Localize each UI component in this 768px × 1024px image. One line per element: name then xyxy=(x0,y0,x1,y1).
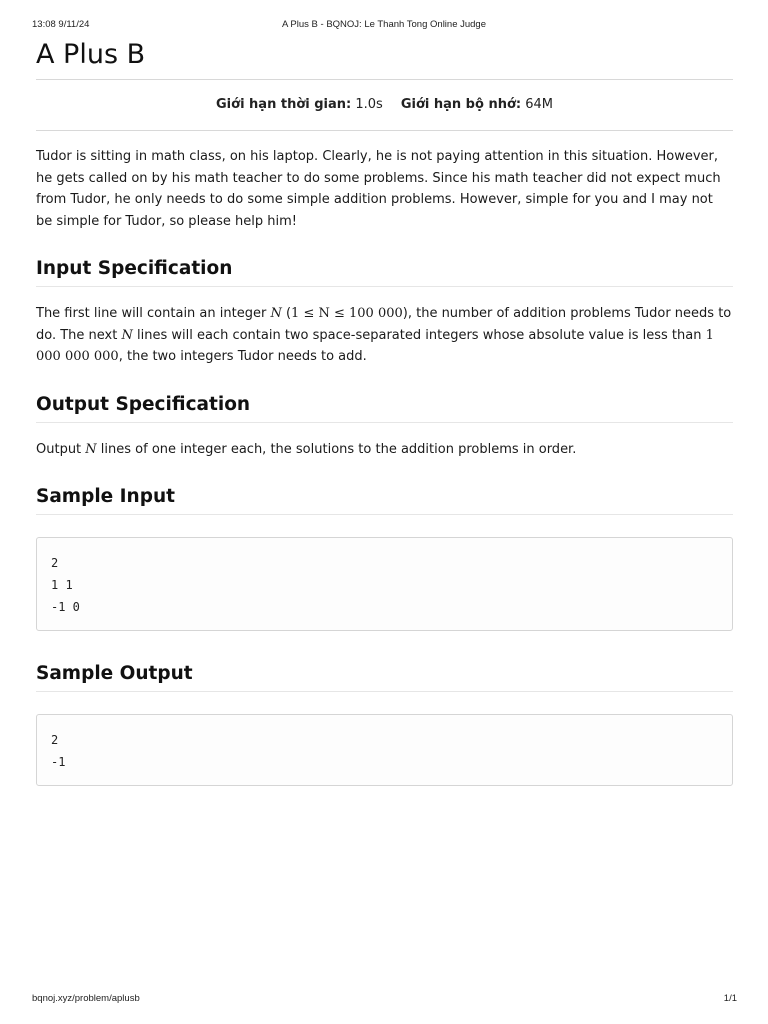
problem-content xyxy=(36,36,733,786)
sample-input-code[interactable]: 2 1 1 -1 0 xyxy=(36,537,733,631)
time-limit-label: Giới hạn thời gian: xyxy=(216,97,352,112)
sample-output-code[interactable]: 2 -1 xyxy=(36,714,733,786)
divider xyxy=(36,514,733,515)
memory-limit-value: 64M xyxy=(525,97,553,112)
problem-statement: Tudor is sitting in math class, on his laptop. Clearly, he is not paying attention in this situation. However, he gets called on by his math teacher to do some problems. Since his math teacher did not expect much from Tudor, he only needs to do some simple addition problems. However, simple for you and I may not be simple for Tudor, so please help him! xyxy=(36,149,721,229)
math-var-n: N xyxy=(121,327,133,343)
math-range: 1 ≤ N ≤ 100 000 xyxy=(291,306,403,321)
sample-output-heading: Sample Output xyxy=(36,663,193,684)
math-limit: 1 000 000 000 xyxy=(36,327,714,364)
print-footer xyxy=(0,993,768,1007)
input-spec-text: The first line will contain an integer N (1 ≤ N ≤ 100 000), the number of addition problems Tudor needs to do. The next N lines will each contain two space-separated integers whose absolute value is less than 1 000 000 000, the two integers Tudor needs to add. xyxy=(36,306,732,364)
input-spec-heading: Input Specification xyxy=(36,258,233,279)
print-page-number: 1/1 xyxy=(723,993,737,1004)
sample-input-heading: Sample Input xyxy=(36,486,175,507)
print-url: bqnoj.xyz/problem/aplusb xyxy=(32,993,140,1004)
math-var-n: N xyxy=(85,441,97,457)
divider xyxy=(36,286,733,287)
divider xyxy=(36,130,733,131)
problem-title: A Plus B xyxy=(36,39,146,70)
print-header xyxy=(0,19,768,33)
memory-limit-label: Giới hạn bộ nhớ: xyxy=(400,97,522,112)
output-spec-heading: Output Specification xyxy=(36,393,251,415)
time-limit-value: 1.0s xyxy=(355,97,383,112)
print-timestamp: 13:08 9/11/24 xyxy=(32,19,90,30)
math-var-n: N xyxy=(270,306,282,321)
divider xyxy=(36,422,733,423)
print-page-title: A Plus B - BQNOJ: Le Thanh Tong Online Judge xyxy=(281,19,487,30)
divider xyxy=(36,691,733,692)
output-spec-text: Output N lines of one integer each, the solutions to the addition problems in order. xyxy=(36,441,577,457)
problem-limits xyxy=(36,80,733,130)
